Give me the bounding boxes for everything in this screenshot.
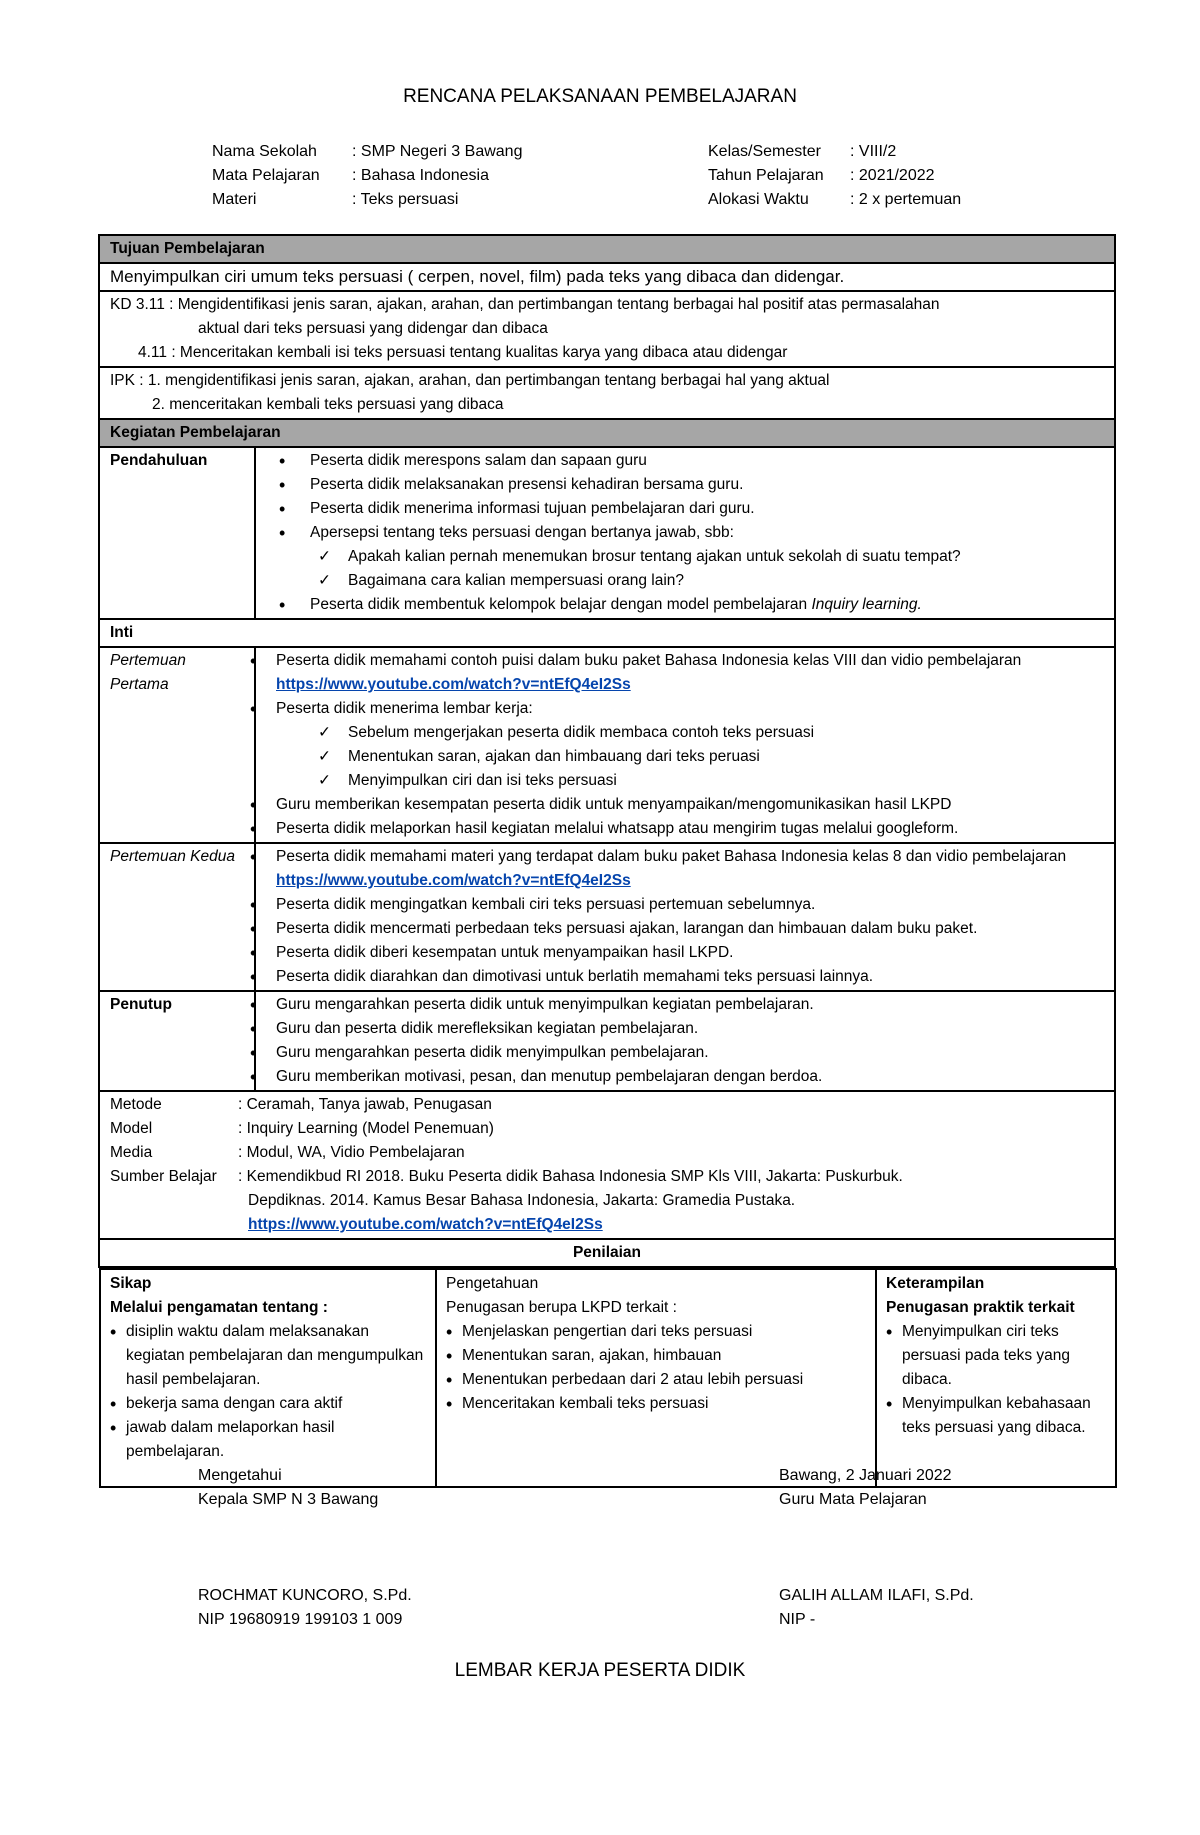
sig-name: GALIH ALLAM ILAFI, S.Pd. bbox=[779, 1587, 974, 1604]
video-link[interactable]: https://www.youtube.com/watch?v=ntEfQ4eI2Ss bbox=[276, 872, 631, 889]
penutup-label: Penutup bbox=[99, 991, 255, 1091]
list-item: • Guru dan peserta didik merefleksikan kegiatan pembelajaran. bbox=[248, 1017, 1104, 1041]
header-value: : VIII/2 bbox=[850, 143, 897, 160]
list-item: • Menentukan saran, ajakan, himbauan bbox=[444, 1344, 866, 1368]
header-info bbox=[212, 140, 1092, 212]
assessment-wrapper bbox=[99, 1267, 1115, 1488]
penutup-content bbox=[255, 991, 1115, 1091]
list-item: • Peserta didik mencermati perbedaan teks persuasi ajakan, larangan dan himbauan dalam buku paket. bbox=[248, 917, 1104, 941]
header-label: Tahun Pelajaran bbox=[708, 167, 824, 184]
ipk-cell bbox=[99, 367, 1115, 419]
model-label: Model bbox=[110, 1120, 153, 1137]
kd-line: 4.11 : Menceritakan kembali isi teks persuasi tentang kualitas karya yang dibaca atau didengar bbox=[138, 344, 788, 361]
model-italic: Inquiry learning. bbox=[811, 596, 922, 613]
inti-label: Inti bbox=[99, 619, 1115, 647]
header-value: : SMP Negeri 3 Bawang bbox=[352, 143, 523, 160]
item-text: Peserta didik membentuk kelompok belajar dengan model pembelajaran bbox=[310, 596, 812, 613]
list-item: • Peserta didik merespons salam dan sapaan guru bbox=[266, 449, 1104, 473]
sig-nip: NIP 19680919 199103 1 009 bbox=[198, 1611, 403, 1628]
list-item: • Menceritakan kembali teks persuasi bbox=[444, 1392, 866, 1416]
media-label: Media bbox=[110, 1144, 153, 1161]
pertemuan-pertama-content bbox=[255, 647, 1115, 843]
metode-label: Metode bbox=[110, 1096, 162, 1113]
pengetahuan-cell bbox=[436, 1269, 876, 1487]
list-item bbox=[266, 593, 1104, 617]
pendahuluan-content bbox=[255, 447, 1115, 619]
footer-title: LEMBAR KERJA PESERTA DIDIK bbox=[454, 1660, 746, 1681]
check-item: ✓ Menyimpulkan ciri dan isi teks persuasi bbox=[266, 769, 1104, 793]
document-title: RENCANA PELAKSANAAN PEMBELAJARAN bbox=[403, 86, 797, 107]
signature-left bbox=[198, 1464, 412, 1632]
media-value: : Modul, WA, Vidio Pembelajaran bbox=[238, 1144, 465, 1161]
keterampilan-cell bbox=[876, 1269, 1116, 1487]
list-item: • bekerja sama dengan cara aktif bbox=[108, 1392, 426, 1416]
sumber-value bbox=[238, 1165, 1104, 1237]
list-item: • Peserta didik melaporkan hasil kegiatan melalui whatsapp atau mengirim tugas melalui googleform. bbox=[248, 817, 1104, 841]
sikap-cell bbox=[100, 1269, 436, 1487]
list-item: • Peserta didik melaksanakan presensi kehadiran bersama guru. bbox=[266, 473, 1104, 497]
rpp-table bbox=[98, 234, 1116, 1488]
list-item: • Menjelaskan pengertian dari teks persuasi bbox=[444, 1320, 866, 1344]
header-value: : 2 x pertemuan bbox=[850, 191, 962, 208]
check-item: ✓ Menentukan saran, ajakan dan himbauang dari teks peruasi bbox=[266, 745, 1104, 769]
list-item: • Peserta didik diarahkan dan dimotivasi untuk berlatih memahami teks persuasi lainnya. bbox=[248, 965, 1104, 989]
sig-nip: NIP - bbox=[779, 1611, 816, 1628]
ipk-line: IPK : 1. mengidentifikasi jenis saran, ajakan, arahan, dan pertimbangan tentang berbagai hal yang aktual bbox=[110, 372, 830, 389]
list-item: • Menyimpulkan ciri teks persuasi pada teks yang dibaca. bbox=[884, 1320, 1106, 1392]
tujuan-heading: Tujuan Pembelajaran bbox=[99, 235, 1115, 263]
kd-line: aktual dari teks persuasi yang didengar dan dibaca bbox=[198, 320, 548, 337]
sikap-title: Sikap bbox=[110, 1275, 152, 1292]
item-text: Peserta didik memahami contoh puisi dalam buku paket Bahasa Indonesia kelas VIII dan vidio pembelajaran bbox=[276, 652, 1022, 669]
sumber-line: Depdiknas. 2014. Kamus Besar Bahasa Indonesia, Jakarta: Gramedia Pustaka. bbox=[248, 1192, 796, 1209]
list-item: • Peserta didik menerima informasi tujuan pembelajaran dari guru. bbox=[266, 497, 1104, 521]
tujuan-text: Menyimpulkan ciri umum teks persuasi ( cerpen, novel, film) pada teks yang dibaca dan didengar. bbox=[99, 263, 1115, 291]
pengetahuan-subtitle: Penugasan berupa LKPD terkait : bbox=[446, 1299, 677, 1316]
model-value: : Inquiry Learning (Model Penemuan) bbox=[238, 1120, 494, 1137]
list-item bbox=[248, 845, 1104, 893]
header-label: Nama Sekolah bbox=[212, 143, 317, 160]
video-link[interactable]: https://www.youtube.com/watch?v=ntEfQ4eI2Ss bbox=[276, 676, 631, 693]
meta-cell bbox=[99, 1091, 1115, 1239]
header-label: Kelas/Semester bbox=[708, 143, 821, 160]
list-item: • Guru memberikan kesempatan peserta didik untuk menyampaikan/mengomunikasikan hasil LKPD bbox=[248, 793, 1104, 817]
sikap-subtitle: Melalui pengamatan tentang : bbox=[110, 1299, 328, 1316]
sig-line: Kepala SMP N 3 Bawang bbox=[198, 1491, 379, 1508]
check-item: ✓ Bagaimana cara kalian mempersuasi orang lain? bbox=[266, 569, 1104, 593]
sig-line: Mengetahui bbox=[198, 1467, 282, 1484]
header-label: Alokasi Waktu bbox=[708, 191, 809, 208]
pertemuan-pertama-label: Pertemuan Pertama bbox=[99, 647, 255, 843]
metode-value: : Ceramah, Tanya jawab, Penugasan bbox=[238, 1096, 492, 1113]
item-text: Peserta didik memahami materi yang terdapat dalam buku paket Bahasa Indonesia kelas 8 dan vidio pembelajaran bbox=[276, 848, 1067, 865]
pertemuan-kedua-content bbox=[255, 843, 1115, 991]
list-item: • disiplin waktu dalam melaksanakan kegiatan pembelajaran dan mengumpulkan hasil pembelajaran. bbox=[108, 1320, 426, 1392]
pendahuluan-label: Pendahuluan bbox=[99, 447, 255, 619]
header-value: : 2021/2022 bbox=[850, 167, 935, 184]
list-item: • jawab dalam melaporkan hasil pembelajaran. bbox=[108, 1416, 426, 1464]
sumber-label: Sumber Belajar bbox=[110, 1168, 217, 1185]
list-item: • Apersepsi tentang teks persuasi dengan bertanya jawab, sbb: bbox=[266, 521, 1104, 545]
list-item: • Menyimpulkan kebahasaan teks persuasi yang dibaca. bbox=[884, 1392, 1106, 1440]
signature-right bbox=[779, 1464, 974, 1632]
pertemuan-kedua-label: Pertemuan Kedua bbox=[99, 843, 255, 991]
header-label: Mata Pelajaran bbox=[212, 167, 320, 184]
kd-cell bbox=[99, 291, 1115, 367]
header-label: Materi bbox=[212, 191, 257, 208]
header-value: : Teks persuasi bbox=[352, 191, 459, 208]
ipk-line: 2. menceritakan kembali teks persuasi yang dibaca bbox=[152, 396, 504, 413]
list-item: • Guru mengarahkan peserta didik untuk menyimpulkan kegiatan pembelajaran. bbox=[248, 993, 1104, 1017]
sumber-line: : Kemendikbud RI 2018. Buku Peserta didik Bahasa Indonesia SMP Kls VIII, Jakarta: Puskurbuk. bbox=[238, 1168, 903, 1185]
list-item bbox=[248, 649, 1104, 697]
sig-line: Guru Mata Pelajaran bbox=[779, 1491, 927, 1508]
list-item: • Peserta didik menerima lembar kerja: bbox=[248, 697, 1104, 721]
keterampilan-subtitle: Penugasan praktik terkait bbox=[886, 1299, 1075, 1316]
check-item: ✓ Sebelum mengerjakan peserta didik membaca contoh teks persuasi bbox=[266, 721, 1104, 745]
penilaian-heading: Penilaian bbox=[99, 1239, 1115, 1267]
sig-name: ROCHMAT KUNCORO, S.Pd. bbox=[198, 1587, 412, 1604]
list-item: • Peserta didik mengingatkan kembali ciri teks persuasi pertemuan sebelumnya. bbox=[248, 893, 1104, 917]
kd-line: KD 3.11 : Mengidentifikasi jenis saran, ajakan, arahan, dan pertimbangan tentang berbagai hal positif atas permasalahan bbox=[110, 296, 940, 313]
list-item: • Peserta didik diberi kesempatan untuk menyampaikan hasil LKPD. bbox=[248, 941, 1104, 965]
list-item: • Guru mengarahkan peserta didik menyimpulkan pembelajaran. bbox=[248, 1041, 1104, 1065]
header-value: : Bahasa Indonesia bbox=[352, 167, 489, 184]
kegiatan-heading: Kegiatan Pembelajaran bbox=[99, 419, 1115, 447]
pengetahuan-title: Pengetahuan bbox=[446, 1275, 539, 1292]
check-item: ✓ Apakah kalian pernah menemukan brosur tentang ajakan untuk sekolah di suatu tempat? bbox=[266, 545, 1104, 569]
list-item: • Menentukan perbedaan dari 2 atau lebih persuasi bbox=[444, 1368, 866, 1392]
sig-line: Bawang, 2 Januari 2022 bbox=[779, 1467, 952, 1484]
list-item: • Guru memberikan motivasi, pesan, dan menutup pembelajaran dengan berdoa. bbox=[248, 1065, 1104, 1089]
sumber-link[interactable]: https://www.youtube.com/watch?v=ntEfQ4eI2Ss bbox=[248, 1216, 603, 1233]
assessment-table bbox=[99, 1268, 1117, 1488]
keterampilan-title: Keterampilan bbox=[886, 1275, 985, 1292]
